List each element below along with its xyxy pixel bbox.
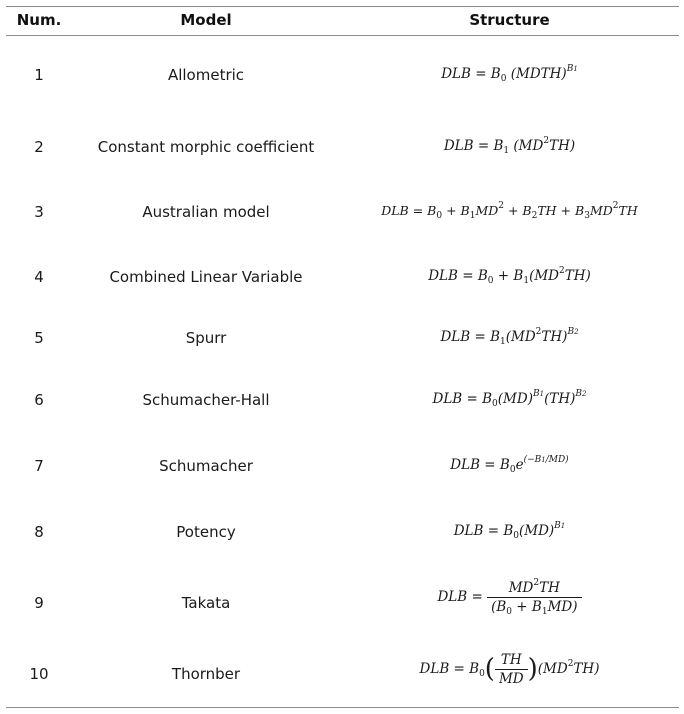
row-model: Constant morphic coefficient (97, 138, 315, 156)
table-top-rule (6, 6, 679, 7)
row-num: 10 (29, 665, 49, 683)
row-structure: DLB = $B_0(MD)^{B1}$ (453, 521, 566, 541)
row-structure: DLB = $B_0(MD)^{B1}(TH)^{B2}$ (432, 389, 587, 409)
header-rule (6, 35, 679, 36)
row-structure: DLB = $B_0e^{(-B1/MD)}$ (450, 455, 569, 475)
row-structure: DLB = $B_1$ $(MD^2TH)$ (443, 136, 576, 156)
row-num: 7 (34, 457, 44, 475)
row-model: Combined Linear Variable (109, 268, 303, 286)
row-num: 2 (34, 138, 44, 156)
row-model: Australian model (142, 203, 270, 221)
row-structure: DLB = $B_0 + B_1(MD^2TH)$ (428, 266, 591, 286)
row-num: 5 (34, 329, 44, 347)
row-num: 3 (34, 203, 44, 221)
row-num: 9 (34, 594, 44, 612)
row-num: 4 (34, 268, 44, 286)
row-num: 1 (34, 66, 44, 84)
row-model: Spurr (185, 329, 227, 347)
row-num: 6 (34, 391, 44, 409)
header-structure: Structure (469, 11, 550, 29)
row-structure: DLB = $\frac{MD^2TH}{(B_0 + B_1MD)}$ (340, 580, 679, 615)
row-model: Takata (181, 594, 231, 612)
row-model: Schumacher (159, 457, 253, 475)
header-num: Num. (16, 11, 62, 29)
row-model: Potency (176, 523, 236, 541)
row-model: Allometric (167, 66, 245, 84)
row-num: 8 (34, 523, 44, 541)
row-structure: DLB = $B_0 + B_1MD^2 + B_2TH + B_3MD^2TH$ (381, 201, 638, 221)
table-bottom-rule (6, 707, 679, 708)
row-structure: DLB = $B_0$( $\frac{TH}{MD}$ )$(MD^2TH)$ (419, 652, 600, 687)
header-model: Model (180, 11, 232, 29)
row-structure: DLB = $B_0$ (MDTH)$^{B1}$ (441, 64, 578, 84)
row-model: Schumacher-Hall (142, 391, 270, 409)
row-model: Thornber (171, 665, 241, 683)
row-structure: DLB = $B_1(MD^2TH)^{B2}$ (440, 327, 579, 347)
